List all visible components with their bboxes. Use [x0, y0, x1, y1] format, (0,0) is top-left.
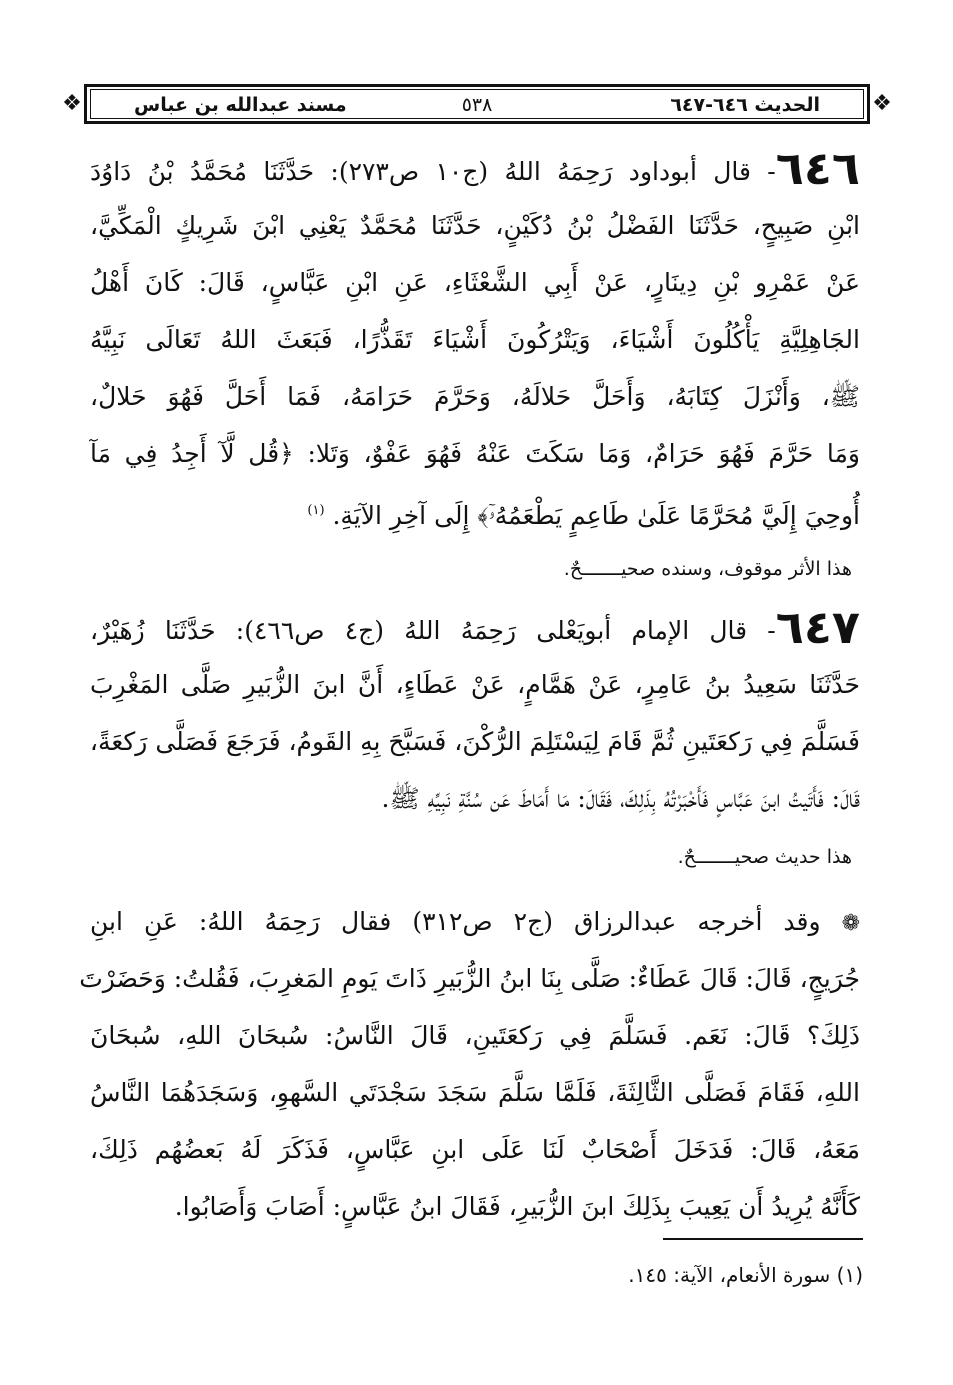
hadith-646-line-4: الجَاهِلِيَّةِ يَأْكُلُونَ أَشْيَاءَ، وَيَتْرُكُونَ أَشْيَاءَ تَقَذُّرًا، فَبَعَثَ اللهُ تَعَالَى نَبِيَّهُ — [90, 325, 860, 354]
hadith-646-line-3: عَنْ عَمْرِو بْنِ دِينَارٍ، عَنْ أَبِي الشَّعْثَاءِ، عَنِ ابْنِ عَبَّاسٍ، قَالَ: كَانَ أَهْلُ — [90, 268, 860, 297]
hadith-646-line-2: ابْنِ صَبِيحٍ، حَدَّثَنَا الفَضْلُ بْنُ دُكَيْنٍ، حَدَّثَنَا مُحَمَّدٌ يَعْنِي ابْنَ شَرِيكٍ الْمَكِّيَّ، — [90, 211, 860, 240]
page-number: ٥٣٨ — [461, 94, 493, 116]
abdurrazzaq-line-3: ذَلِكَ؟ قَالَ: نَعَم. فَسَلَّمَ فِي رَكعَتَينِ، قَالَ النَّاسُ: سُبحَانَ اللهِ، سُبحَانَ — [90, 1021, 860, 1050]
hadith-646-line-6: وَمَا حَرَّمَ فَهُوَ حَرَامٌ، وَمَا سَكَتَ عَنْهُ فَهُوَ عَفْوٌ، وَتَلا: ﴿قُل لَّآ أَجِدُ فِي مَآ — [90, 439, 860, 468]
hadith-647-grading: هذا حديث صحيـــــــحٌ. — [677, 846, 852, 868]
hadith-646-line-1: ٦٤٦- قال أبوداود رَحِمَهُ اللهُ (ج١٠ ص٢٧٣): حَدَّثَنَا مُحَمَّدُ بْنُ دَاوُدَ — [90, 141, 860, 195]
flower-star-icon: ❁ — [841, 911, 860, 936]
header-ornament-left-icon: ❖ — [62, 91, 82, 116]
abdurrazzaq-line-2: جُرَيجٍ، قَالَ: قَالَ عَطَاءٌ: صَلَّى بِنَا ابنُ الزُّبَيرِ ذَاتَ يَومِ المَغرِبَ، فَقُلتُ: وَحَضَرْتَ — [79, 964, 860, 993]
header-hadith-range: الحديث ٦٤٦-٦٤٧ — [670, 94, 820, 116]
hadith-646-number: ٦٤٦ — [775, 141, 860, 195]
abdurrazzaq-line-1: ❁ وقد أخرجه عبدالرزاق (ج٢ ص٣١٢) فقال رَحِمَهُ اللهُ: عَنِ ابنِ — [90, 907, 860, 936]
hadith-646-line-5: ﷺ، وَأَنْزَلَ كِتَابَهُ، وَأَحَلَّ حَلالَهُ، وَحَرَّمَ حَرَامَهُ، فَمَا أَحَلَّ فَهُوَ حَلالٌ، — [90, 382, 860, 411]
footnote-reference: (١) — [307, 503, 325, 518]
footnote-text: (١) سورة الأنعام، الآية: ١٤٥. — [628, 1263, 863, 1287]
hadith-646-line-7: أُوحِيَ إِلَيَّ مُحَرَّمًا عَلَىٰ طَاعِمٍ يَطْعَمُهُۥٓ﴾ إِلَى آخِرِ الآيَةِ. $^{(١)}$ — [307, 501, 860, 530]
abdurrazzaq-line-5: مَعَهُ، قَالَ: فَدَخَلَ أَصْحَابٌ لَنَا عَلَى ابنِ عَبَّاسٍ، فَذَكَرَ لَهُ بَعضُهُم ذَلِكَ، — [90, 1135, 860, 1164]
hadith-647-line-2: حَدَّثَنَا سَعِيدُ بنُ عَامِرٍ، عَنْ هَمَّامٍ، عَنْ عَطَاءٍ، أَنَّ ابنَ الزُّبَيرِ صَلَّى المَغْرِبَ — [90, 670, 860, 699]
abdurrazzaq-line-6: كَأَنَّهُ يُرِيدُ أَن يَعِيبَ بِذَلِكَ ابنَ الزُّبَيرِ، فَقَالَ ابنُ عَبَّاسٍ: أَصَابَ وَأَصَابُوا. — [174, 1192, 860, 1221]
page-header — [62, 78, 892, 130]
footnote-divider — [663, 1238, 863, 1240]
hadith-647-number: ٦٤٧ — [775, 600, 860, 654]
header-ornament-right-icon: ❖ — [872, 91, 892, 116]
hadith-647-line-1: ٦٤٧- قال الإمام أبويَعْلى رَحِمَهُ اللهُ (ج٤ ص٤٦٦): حَدَّثَنَا زُهَيْرٌ، — [90, 600, 860, 654]
hadith-647-line-4: قَالَ: فَأَتَيتُ ابنَ عَبَّاسٍ فَأَخْبَرْتُهُ بِذَلِكَ، فَقَالَ: مَا أَمَاطَ عَن سُنَّةِ نَبِيِّهِ ﷺ. — [381, 784, 860, 813]
hadith-647-line-3: فَسَلَّمَ فِي رَكعَتَينِ ثُمَّ قَامَ لِيَسْتَلِمَ الرُّكْنَ، فَسَبَّحَ بِهِ القَومُ، فَرَجَعَ فَصَلَّى رَكعَةً، — [89, 727, 860, 756]
abdurrazzaq-line-4: اللهِ، فَقَامَ فَصَلَّى الثَّالِثَةَ، فَلَمَّا سَلَّمَ سَجَدَ سَجْدَتَي السَّهوِ، وَسَجَدَهُمَا النَّاسُ — [90, 1078, 860, 1107]
header-book-title: مسند عبدالله بن عباس — [134, 94, 347, 116]
hadith-646-grading: هذا الأثر موقوف، وسنده صحيـــــــحٌ. — [563, 558, 852, 580]
main-text — [79, 140, 860, 1235]
